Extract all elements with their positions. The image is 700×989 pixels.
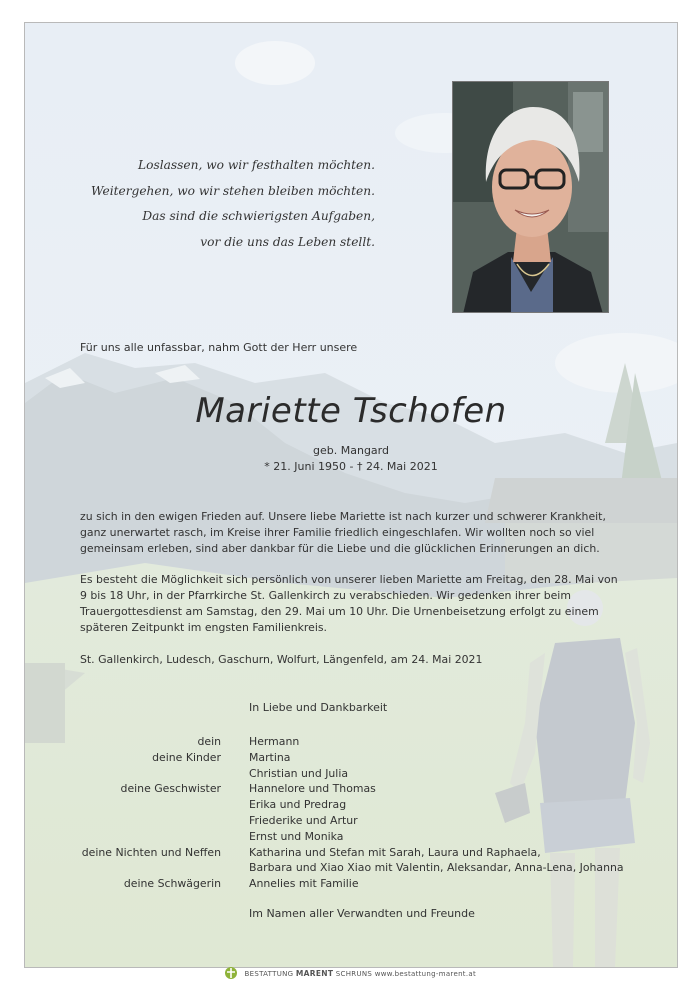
paragraph-line: gemeinsam erleben, sind aber dankbar für die Liebe und die glücklichen Erinnerungen an dich. [80,542,600,555]
paragraph-line: späteren Zeitpunkt im engsten Familienkreis. [80,621,328,634]
footer [0,966,700,982]
deceased-name: Mariette Tschofen [195,391,507,431]
place-date-text: St. Gallenkirch, Ludesch, Gaschurn, Wolfurt, Längenfeld, am 24. Mai 2021 [80,653,483,666]
footer-brand-prefix: BESTATTUNG [244,970,294,978]
footer-brand-name: MARENT [295,969,334,978]
birth-name: geb. Mangard [313,444,389,457]
family-names: Martina [249,750,291,764]
paragraph-line: Trauergottesdienst am Samstag, den 29. Mai um 10 Uhr. Die Urnenbeisetzung erfolgt zu einem [80,605,599,618]
family-row [25,781,677,797]
paragraph-line: zu sich in den ewigen Frieden auf. Unsere liebe Mariette ist nach kurzer und schwerer Krankheit, [80,510,606,523]
paragraph-farewell [80,572,678,636]
paragraph-line: Es besteht die Möglichkeit sich persönlich von unserer lieben Mariette am Freitag, den 28. Mai von [80,573,618,586]
family-names: Christian und Julia [249,766,349,780]
family-relation: deine Geschwister [120,782,221,796]
quote-line: Weitergehen, wo wir stehen bleiben möchten. [90,183,375,198]
quote-line: Loslassen, wo wir festhalten möchten. [138,158,375,172]
paragraph-line: ganz unerwartet rasch, im Kreise ihrer Familie friedlich eingeschlafen. Wir wollten noch so viel [80,526,595,539]
family-names: Friederike und Artur [249,813,358,827]
paragraph-passing [80,509,678,557]
marent-logo-icon [224,966,238,982]
family-list [25,734,677,892]
family-names: Barbara und Xiao Xiao mit Valentin, Aleksandar, Anna-Lena, Johanna [249,861,624,875]
family-row [25,766,677,782]
footer-url[interactable]: www.bestattung-marent.at [374,970,477,978]
family-names: Annelies mit Familie [249,877,359,891]
family-row [25,734,677,750]
signoff: In Liebe und Dankbarkeit [249,701,388,714]
family-relation: deine Kinder [152,750,221,764]
family-row [25,845,677,861]
family-relation: dein [197,735,221,748]
family-row [25,876,677,892]
life-dates: * 21. Juni 1950 - † 24. Mai 2021 [264,460,438,473]
family-row [25,750,677,766]
intro-text: Für uns alle unfassbar, nahm Gott der Herr unsere [80,341,358,354]
quote-line: vor die uns das Leben stellt. [200,234,375,249]
family-relation: deine Nichten und Neffen [81,845,221,859]
paragraph-line: 9 bis 18 Uhr, in der Pfarrkirche St. Gallenkirch zu verabschieden. Wir gedenken ihrer beim [80,589,571,602]
place-date [80,652,678,668]
portrait-image [453,82,609,313]
family-names: Hermann [249,735,300,748]
obituary-card [24,22,678,968]
family-names: Hannelore und Thomas [249,782,376,796]
family-row [25,860,677,876]
family-names: Katharina und Stefan mit Sarah, Laura und Raphaela, [249,845,541,859]
family-row [25,797,677,813]
memorial-quote [55,153,375,255]
footer-town: SCHRUNS [335,970,373,978]
quote-line: Das sind die schwierigsten Aufgaben, [142,209,375,223]
family-names: Erika und Predrag [249,798,347,812]
family-row [25,813,677,829]
closing-line: Im Namen aller Verwandten und Freunde [249,907,475,920]
family-relation: deine Schwägerin [123,877,221,891]
family-row [25,829,677,845]
portrait-photo [452,81,609,313]
family-names: Ernst und Monika [249,829,344,843]
